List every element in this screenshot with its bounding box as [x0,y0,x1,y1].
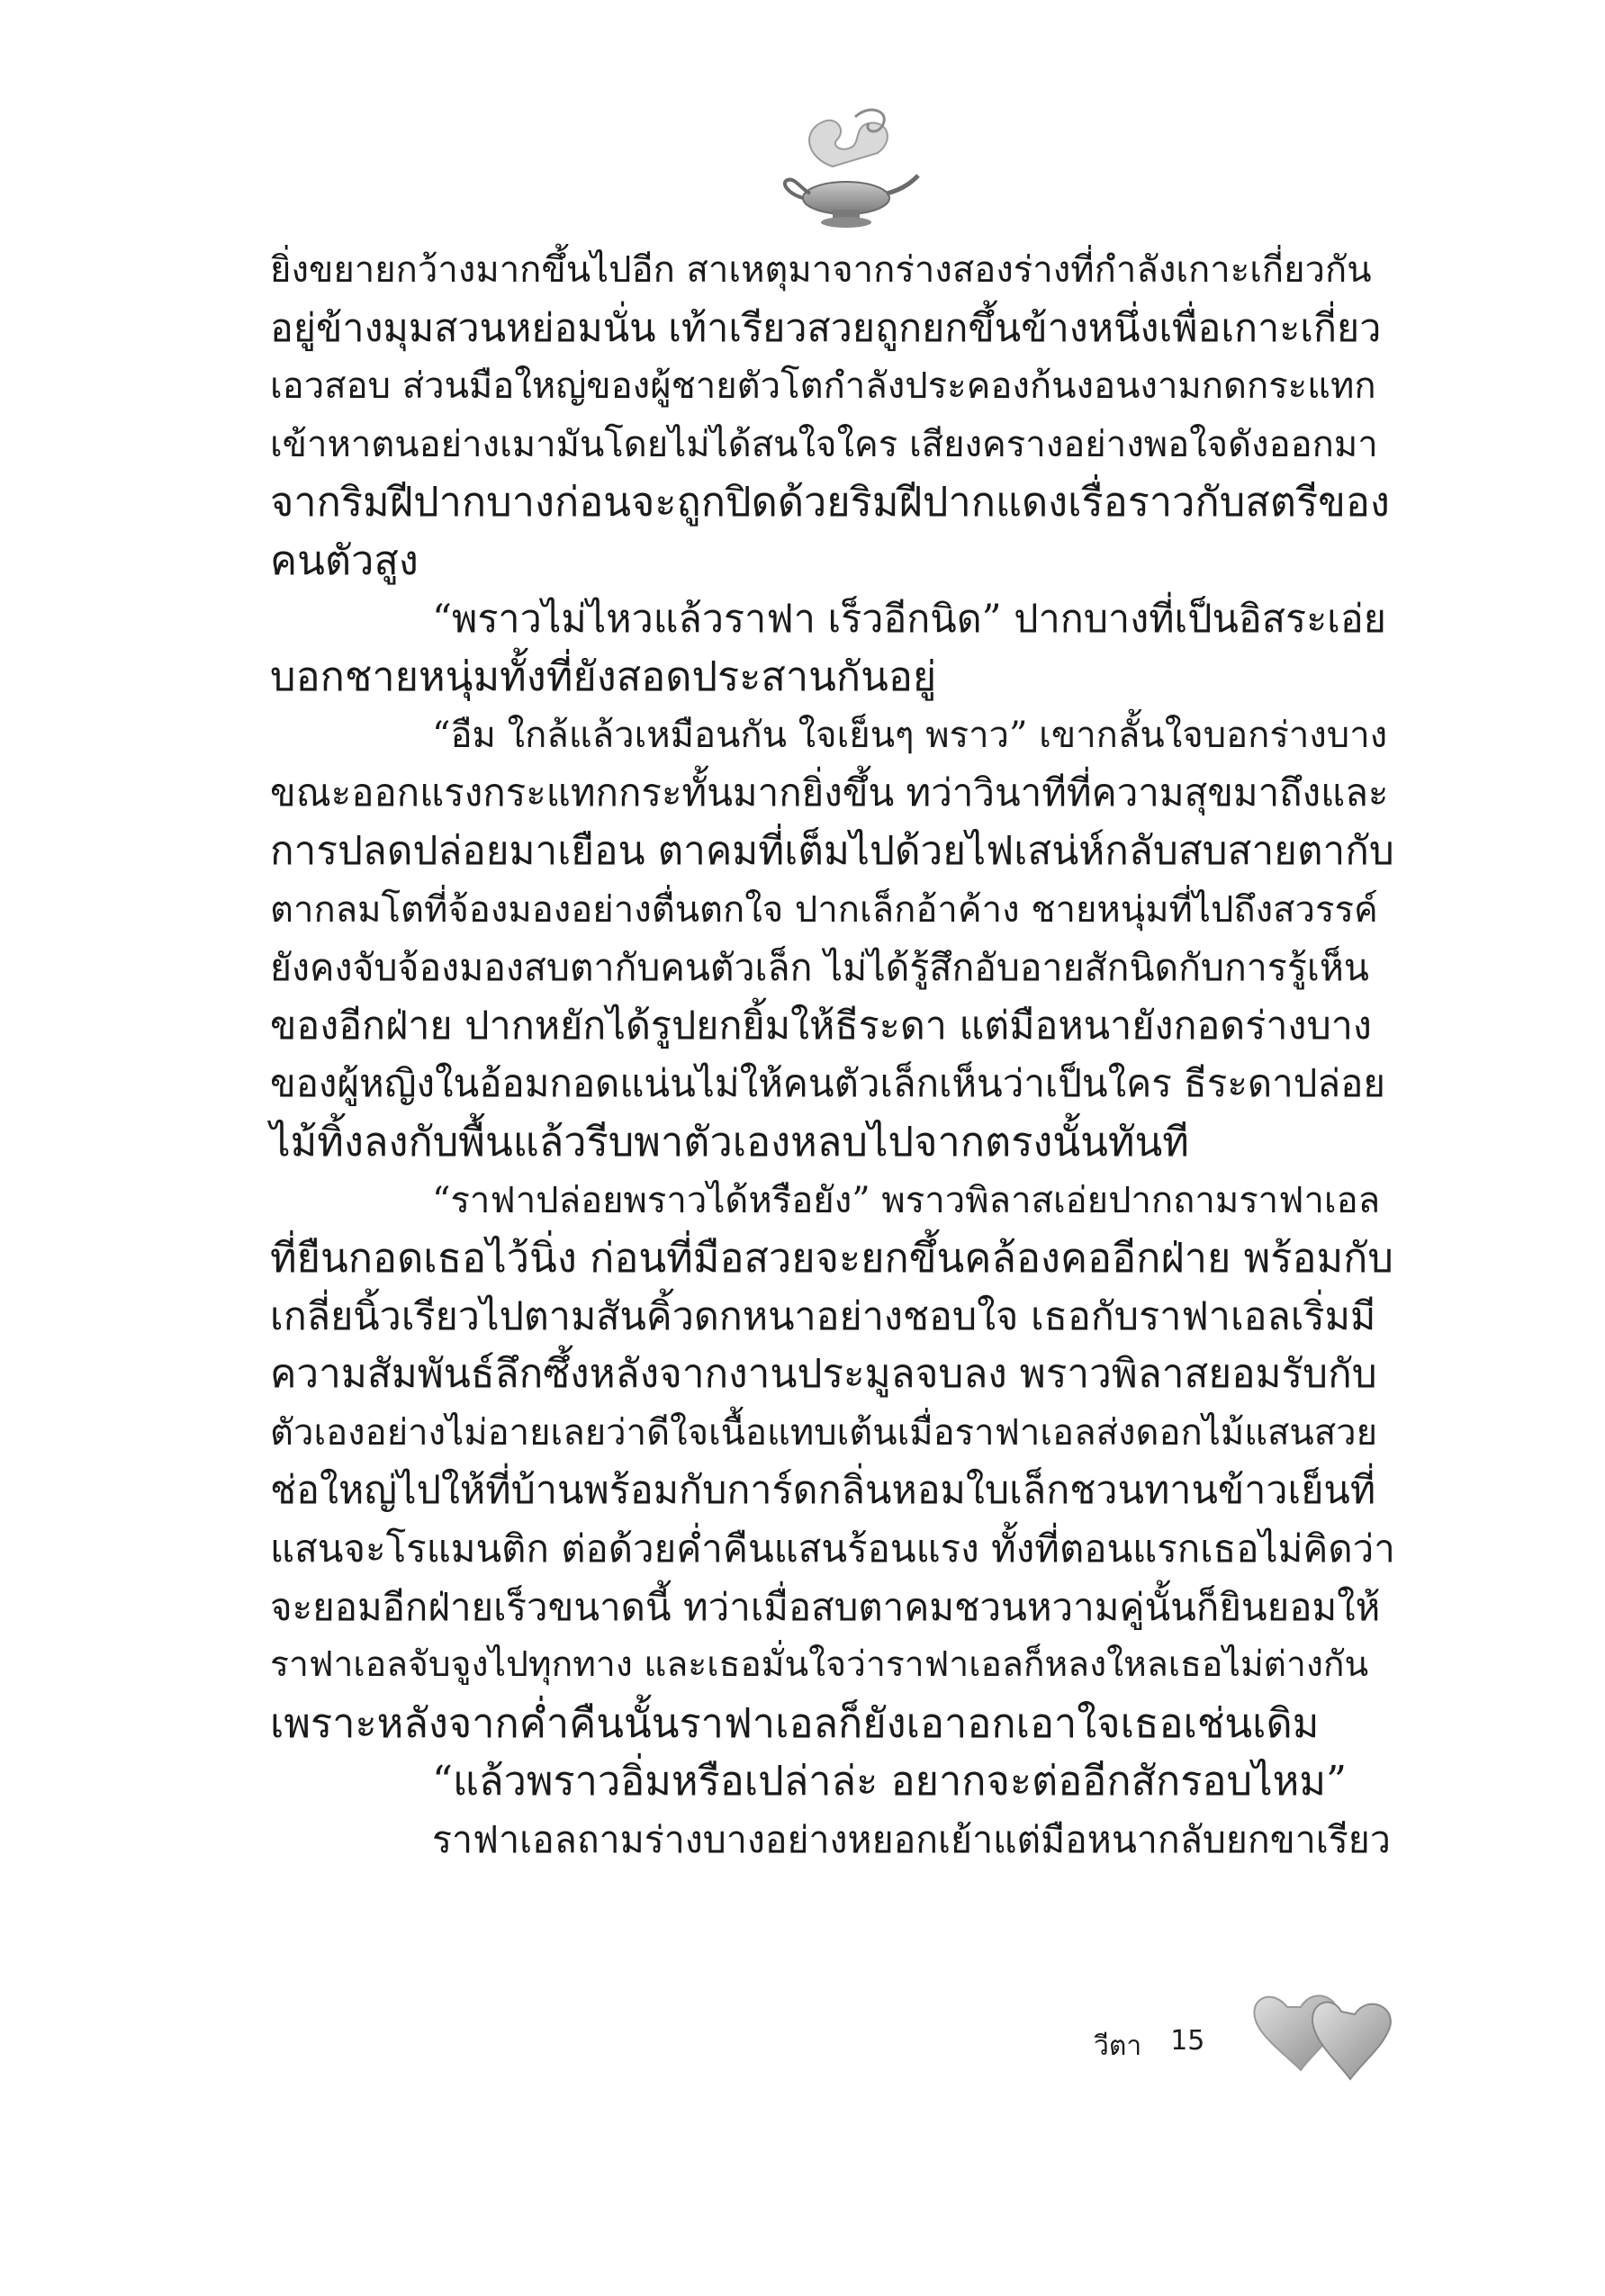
text-line: ที่ยืนกอดเธอไว้นิ่ง ก่อนที่มือสวยจะยกขึ้นคล้องคออีกฝ่าย พร้อมกับ [270,1234,1393,1283]
text-line: อยู่ข้างมุมสวนหย่อมนั่น เท้าเรียวสวยถูกยกขึ้นข้างหนึ่งเพื่อเกาะเกี่ยว [270,305,1382,351]
text-line: จากริมฝีปากบางก่อนจะถูกปิดด้วยริมฝีปากแดงเรื่อราวกับสตรีของ [270,478,1390,527]
text-line: ของผู้หญิงในอ้อมกอดแน่นไม่ให้คนตัวเล็กเห็นว่าเป็นใคร ธีระดาปล่อย [270,1061,1385,1106]
page-footer [1094,2025,1204,2067]
text-line: ตากลมโตที่จ้องมองอย่างตื่นตกใจ ปากเล็กอ้าค้าง ชายหนุ่มที่ไปถึงสวรรค์ [270,888,1378,931]
genie-lamp-icon [770,104,923,239]
text-line: ขณะออกแรงกระแทกกระทั้นมากยิ่งขึ้น ทว่าวินาทีที่ความสุขมาถึงและ [270,770,1389,815]
text-line: “แล้วพราวอิ่มหรือเปล่าล่ะ อยากจะต่ออีกสักรอบไหม” [432,1757,1348,1805]
text-line: “พราวไม่ไหวแล้วราฟา เร็วอีกนิด” ปากบางที่เป็นอิสระเอ่ย [432,596,1386,642]
text-line: “ราฟาปล่อยพราวได้หรือยัง” พราวพิลาสเอ่ยปากถามราฟาเอล [432,1179,1381,1221]
text-line: จะยอมอีกฝ่ายเร็วขนาดนี้ ทว่าเมื่อสบตาคมชวนหวามคู่นั้นก็ยินยอมให้ [270,1584,1381,1629]
author-name: วีตา [1094,2030,1142,2062]
text-line: เพราะหลังจากค่ำคืนนั้นราฟาเอลก็ยังเอาอกเอาใจเธอเช่นเดิม [270,1698,1320,1747]
body-text [270,241,1395,1869]
page-number: 15 [1170,2025,1205,2057]
text-line: แสนจะโรแมนติก ต่อด้วยค่ำคืนแสนร้อนแรง ทั้งที่ตอนแรกเธอไม่คิดว่า [270,1526,1395,1571]
text-line: ของอีกฝ่าย ปากหยักได้รูปยกยิ้มให้ธีระดา แต่มือหนายังกอดร่างบาง [270,1003,1372,1049]
text-line: คนตัวสูง [270,536,419,584]
text-line: ตัวเองอย่างไม่อายเลยว่าดีใจเนื้อแทบเต้นเมื่อราฟาเอลส่งดอกไม้แสนสวย [270,1411,1378,1454]
text-line: ราฟาเอลถามร่างบางอย่างหยอกเย้าแต่มือหนากลับยกขาเรียว [432,1818,1391,1862]
text-line: ช่อใหญ่ไปให้ที่บ้านพร้อมกับการ์ดกลิ่นหอมใบเล็กชวนทานข้าวเย็นที่ [270,1468,1376,1514]
text-line: เข้าหาตนอย่างเมามันโดยไม่ได้สนใจใคร เสียงครางอย่างพอใจดังออกมา [270,423,1378,465]
text-line: การปลดปล่อยมาเยือน ตาคมที่เต็มไปด้วยไฟเสน่ห์กลับสบสายตากับ [270,827,1394,874]
text-line: ความสัมพันธ์ลึกซึ้งหลังจากงานประมูลจบลง พราวพิลาสยอมรับกับ [270,1351,1377,1398]
text-line: ไม้ทิ้งลงกับพื้นแล้วรีบพาตัวเองหลบไปจากตรงนั้นทันที [270,1117,1189,1166]
text-line: เอวสอบ ส่วนมือใหญ่ของผู้ชายตัวโตกำลังประคองก้นงอนงามกดกระแทก [270,365,1376,408]
text-line: “อืม ใกล้แล้วเหมือนกัน ใจเย็นๆ พราว” เขากลั้นใจบอกร่างบาง [432,714,1388,756]
text-line: ยิ่งขยายกว้างมากขึ้นไปอีก สาเหตุมาจากร่างสองร่างที่กำลังเกาะเกี่ยวกัน [270,249,1372,291]
hearts-icon [1247,1971,1400,2106]
text-line: บอกชายหนุ่มทั้งที่ยังสอดประสานกันอยู่ [270,653,937,701]
text-line: ยังคงจับจ้องมองสบตากับคนตัวเล็ก ไม่ได้รู้สึกอับอายสักนิดกับการรู้เห็น [270,946,1369,990]
text-line: ราฟาเอลจับจูงไปทุกทาง และเธอมั่นใจว่าราฟาเอลก็หลงใหลเธอไม่ต่างกัน [270,1644,1369,1686]
text-line: เกลี่ยนิ้วเรียวไปตามสันคิ้วดกหนาอย่างชอบใจ เธอกับราฟาเอลเริ่มมี [270,1293,1376,1339]
